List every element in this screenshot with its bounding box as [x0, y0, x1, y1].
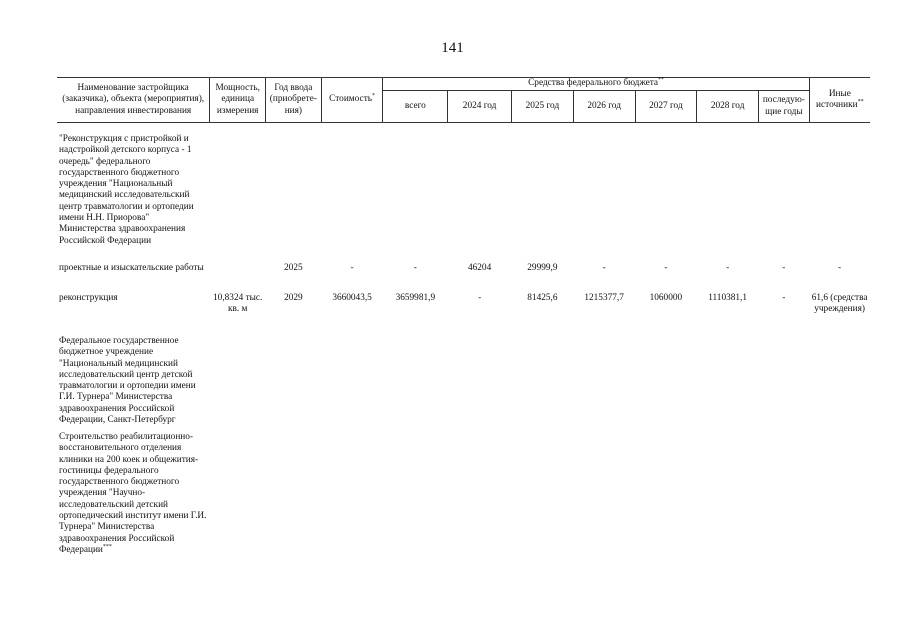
row-name	[57, 432, 210, 556]
row-2024	[448, 123, 512, 264]
row-2028	[697, 336, 759, 432]
row-cost: -	[350, 263, 354, 273]
table-body	[57, 123, 870, 557]
row-capacity	[210, 336, 266, 432]
row-year	[266, 123, 322, 264]
row-later	[759, 432, 810, 556]
row-total	[383, 336, 448, 432]
col-total-header: всего	[383, 91, 448, 123]
row-year: 2025	[284, 263, 303, 273]
row-total: -	[413, 263, 417, 273]
row-2026	[573, 336, 635, 432]
row-total	[383, 432, 448, 556]
col-capacity-header: Мощность, единица измерения	[210, 78, 266, 123]
col-year-header: Год ввода (приобрете-ния)	[266, 78, 322, 123]
other-label: Иные источники	[816, 88, 858, 110]
row-2028	[697, 432, 759, 556]
row-2027: 1060000	[649, 293, 683, 303]
col-federal-header	[383, 78, 809, 91]
row-total	[383, 123, 448, 264]
col-other-header	[809, 78, 870, 123]
row-cost: 3660043,5	[332, 293, 372, 303]
row-2028: 1110381,1	[708, 293, 748, 303]
row-2025: 81425,6	[527, 293, 558, 303]
federal-label: Средства федерального бюджета	[528, 78, 659, 89]
row-2026	[573, 123, 635, 264]
row-2025: 29999,9	[527, 263, 558, 273]
name-footnote-mark: ***	[102, 543, 112, 550]
other-footnote-mark: **	[857, 99, 864, 105]
row-name: проектные и изыскательские работы	[59, 263, 204, 273]
row-name-text: Строительство реабилитационно-восстановительного отделения клиники на 200 коек и общежития-гостиницы федерального государственного бюджетного учреждения "Научно-исследовательский детский ортопедический институт имени Г.И. Турнера" Министерства здравоохранения Российской Федерации	[59, 432, 207, 555]
row-2027	[635, 123, 697, 264]
col-2024-header: 2024 год	[448, 91, 512, 123]
federal-footnote-mark: **	[658, 77, 665, 84]
budget-table	[57, 77, 870, 556]
row-other	[809, 123, 870, 264]
col-later-header: последую-щие годы	[759, 91, 810, 123]
row-2026: -	[602, 263, 606, 273]
col-2026-header: 2026 год	[573, 91, 635, 123]
table-row	[57, 293, 870, 336]
row-year: 2029	[284, 293, 303, 303]
row-later: -	[782, 263, 786, 273]
table-row	[57, 123, 870, 264]
col-2025-header: 2025 год	[512, 91, 574, 123]
table-row	[57, 336, 870, 432]
row-2024: -	[478, 293, 482, 303]
table-row	[57, 263, 870, 293]
row-capacity	[210, 123, 266, 264]
row-year	[266, 432, 322, 556]
row-capacity: 10,8324 тыс. кв. м	[213, 293, 263, 315]
col-cost-header	[321, 78, 383, 123]
row-2028: -	[726, 263, 730, 273]
row-later: -	[782, 293, 786, 303]
row-later	[759, 123, 810, 264]
row-other	[809, 432, 870, 556]
cost-footnote-mark: *	[372, 93, 375, 100]
row-total: 3659981,9	[395, 293, 436, 303]
col-2027-header: 2027 год	[635, 91, 697, 123]
row-cost	[321, 432, 383, 556]
row-name: "Реконструкция с пристройкой и надстройкой детского корпуса - 1 очередь" федерального государственного бюджетного учреждения "Национальный медицинский исследовательский центр травматологии и ортопедии имени Н.Н. Приорова" Министерства здравоохранения Российской Федерации	[59, 134, 194, 246]
row-2027: -	[664, 263, 668, 273]
row-capacity	[210, 432, 266, 556]
table-row	[57, 432, 870, 556]
row-2027	[635, 336, 697, 432]
row-cost	[321, 336, 383, 432]
table-header	[57, 78, 870, 123]
row-2024: 46204	[467, 263, 492, 273]
cost-label: Стоимость	[329, 94, 372, 105]
row-later	[759, 336, 810, 432]
col-name-header: Наименование застройщика (заказчика), объекта (мероприятия), направления инвестирования	[57, 78, 210, 123]
row-2025	[512, 123, 574, 264]
row-2026: 1215377,7	[584, 293, 624, 303]
row-other	[809, 336, 870, 432]
page-number: 141	[441, 40, 464, 56]
row-2025	[512, 336, 574, 432]
row-2028	[697, 123, 759, 264]
row-year	[266, 336, 322, 432]
row-capacity	[210, 263, 266, 293]
row-other: -	[838, 263, 842, 273]
row-other: 61,6 (средства учреждения)	[811, 293, 868, 315]
row-2024	[448, 336, 512, 432]
row-2026	[573, 432, 635, 556]
col-2028-header: 2028 год	[697, 91, 759, 123]
row-name: реконструкция	[59, 293, 118, 303]
row-2025	[512, 432, 574, 556]
row-2024	[448, 432, 512, 556]
row-cost	[321, 123, 383, 264]
row-name: Федеральное государственное бюджетное учреждение "Национальный медицинский исследовательский центр детской травматологии и ортопедии имени Г.И. Турнера" Министерства здравоохранения Российской Федерации, Санкт-Петербург	[59, 336, 196, 426]
row-2027	[635, 432, 697, 556]
